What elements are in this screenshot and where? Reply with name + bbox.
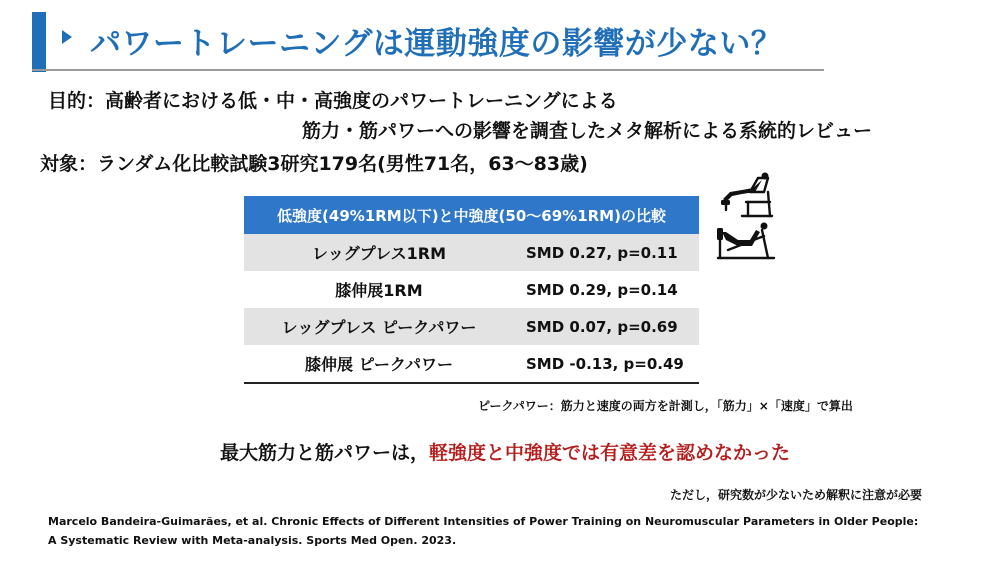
row-value: SMD 0.07, p=0.69 bbox=[514, 308, 699, 345]
reference-citation bbox=[48, 512, 918, 550]
row-label: 膝伸展 ピークパワー bbox=[244, 345, 514, 383]
conclusion-text: 最大筋力と筋パワーは， bbox=[220, 442, 430, 464]
row-value: SMD -0.13, p=0.49 bbox=[514, 345, 699, 383]
slide-title: パワートレーニングは運動強度の影響が少ない？ bbox=[90, 26, 783, 62]
comparison-table bbox=[244, 196, 699, 384]
leg-press-machine-icon bbox=[716, 222, 776, 262]
row-label: レッグプレス1RM bbox=[244, 234, 514, 271]
leg-extension-machine-icon bbox=[720, 172, 776, 220]
subject-line: 対象：ランダム化比較試験3研究179名(男性71名，63～83歳) bbox=[40, 153, 588, 175]
table-header: 低強度(49%1RM以下)と中強度(50～69%1RM)の比較 bbox=[244, 196, 699, 234]
row-value: SMD 0.27, p=0.11 bbox=[514, 234, 699, 271]
purpose-line-2: 筋力・筋パワーへの影響を調査したメタ解析による系統的レビュー bbox=[302, 120, 873, 142]
reference-line-2: A Systematic Review with Meta-analysis. Sports Med Open. 2023. bbox=[48, 534, 457, 547]
table-row bbox=[244, 345, 699, 383]
row-label: レッグプレス ピークパワー bbox=[244, 308, 514, 345]
table-row bbox=[244, 271, 699, 308]
conclusion-highlight: 軽強度と中強度では有意差を認めなかった bbox=[429, 442, 791, 464]
row-label: 膝伸展1RM bbox=[335, 281, 423, 300]
peak-power-footnote: ピークパワー：筋力と速度の両方を計測し，「筋力」×「速度」で算出 bbox=[478, 399, 853, 413]
row-value: SMD 0.29, p=0.14 bbox=[526, 280, 678, 299]
title-accent-bar bbox=[32, 12, 46, 72]
reference-line-1: Marcelo Bandeira-Guimarães, et al. Chronic Effects of Different Intensities of Power Training on Neuromuscular Parameters in Older People: bbox=[48, 515, 919, 528]
table-row bbox=[244, 308, 699, 345]
conclusion bbox=[220, 438, 790, 465]
table-row bbox=[244, 234, 699, 271]
purpose-line-1: 目的：高齢者における低・中・高強度のパワートレーニングによる bbox=[48, 90, 618, 112]
title-triangle-icon bbox=[62, 30, 72, 44]
title-underline bbox=[32, 69, 824, 71]
caveat-note: ただし，研究数が少ないため解釈に注意が必要 bbox=[670, 488, 923, 502]
